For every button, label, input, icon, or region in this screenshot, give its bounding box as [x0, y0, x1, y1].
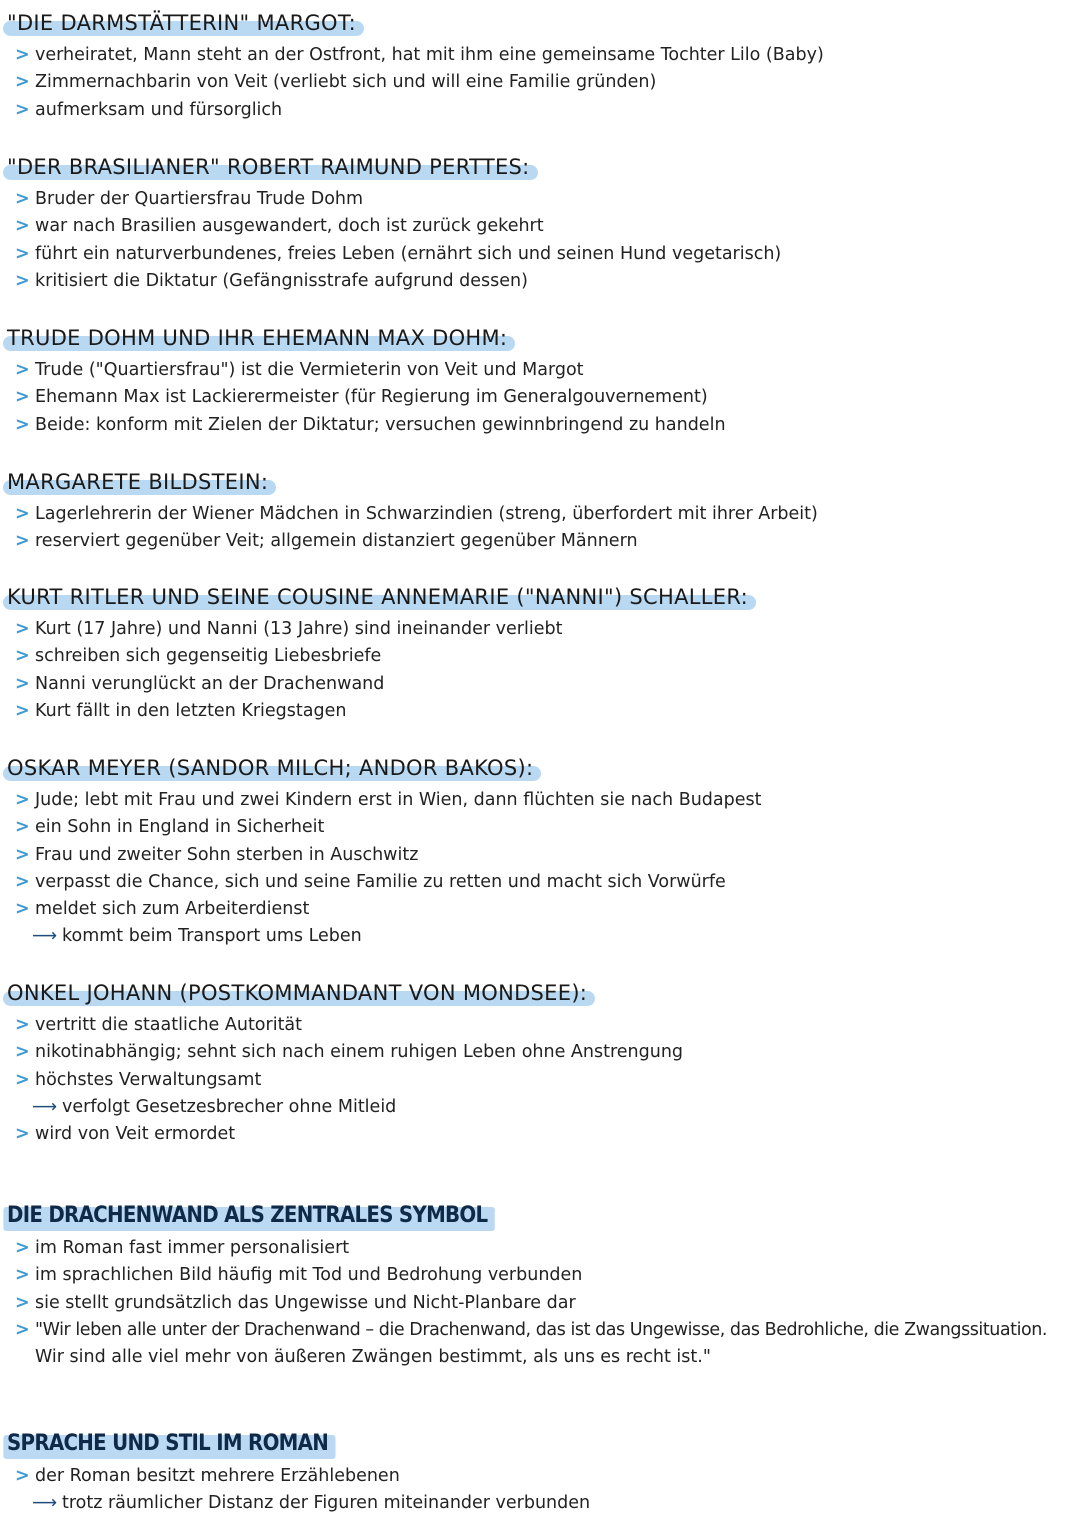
chevron-right-icon: > [15, 387, 30, 408]
section-drachenwand-symbol [0, 1203, 1080, 1371]
section-dohm [0, 325, 1080, 439]
chevron-right-icon: > [15, 646, 30, 667]
list-item: > reserviert gegenüber Veit; allgemein distanziert gegenüber Männern [0, 528, 1080, 555]
chevron-right-icon: > [15, 619, 30, 639]
chevron-right-icon: > [15, 790, 30, 810]
chevron-right-icon: > [15, 45, 30, 65]
section-heading: ONKEL JOHANN (POSTKOMMANDANT VON MONDSEE): [7, 980, 587, 1006]
chevron-right-icon: > [15, 414, 30, 435]
chevron-right-icon: > [15, 899, 30, 920]
arrow-right-icon: ⟶ [32, 1493, 58, 1514]
chevron-right-icon: > [15, 1069, 30, 1090]
list-item: > schreiben sich gegenseitig Liebesbriefe [0, 643, 1080, 670]
list-item: > führt ein naturverbundenes, freies Leben (ernährt sich und seinen Hund vegetarisch) [0, 241, 1080, 268]
bullet-list [0, 787, 1080, 951]
list-item: > Ehemann Max ist Lackierermeister (für Regierung im Generalgouvernement) [0, 384, 1080, 411]
list-item: > ein Sohn in England in Sicherheit [0, 814, 1080, 841]
list-item-consequence: ⟶ kommt beim Transport ums Leben [0, 923, 1080, 950]
list-item-consequence: ⟶ verfolgt Gesetzesbrecher ohne Mitleid [0, 1094, 1080, 1121]
section-heading: "DER BRASILIANER" ROBERT RAIMUND PERTTES: [7, 154, 530, 180]
chevron-right-icon: > [15, 99, 30, 120]
chevron-right-icon: > [15, 817, 30, 838]
section-heading: "DIE DARMSTÄTTERIN" MARGOT: [7, 10, 356, 36]
list-item: > Kurt fällt in den letzten Kriegstagen [0, 698, 1080, 725]
list-item: > im Roman fast immer personalisiert [0, 1235, 1080, 1262]
section-heading: OSKAR MEYER (SANDOR MILCH; ANDOR BAKOS): [7, 755, 533, 781]
section-heading: TRUDE DOHM UND IHR EHEMANN MAX DOHM: [7, 325, 507, 351]
chevron-right-icon: > [15, 1292, 30, 1313]
list-item: > war nach Brasilien ausgewandert, doch ist zurück gekehrt [0, 213, 1080, 240]
chevron-right-icon: > [15, 189, 30, 209]
bullet-list [0, 1012, 1080, 1148]
chevron-right-icon: > [15, 673, 30, 694]
list-item: > meldet sich zum Arbeiterdienst [0, 896, 1080, 923]
chevron-right-icon: > [15, 1124, 30, 1145]
chevron-right-icon: > [15, 1265, 30, 1286]
list-item: > vertritt die staatliche Autorität [0, 1012, 1080, 1039]
chevron-right-icon: > [15, 270, 30, 291]
chevron-right-icon: > [15, 243, 30, 264]
bullet-list [0, 616, 1080, 725]
list-item: > nikotinabhängig; sehnt sich nach einem ruhigen Leben ohne Anstrengung [0, 1039, 1080, 1066]
list-item-quote: > "Wir leben alle unter der Drachenwand – die Drachenwand, das ist das Ungewisse, das Bedrohliche, die Zwangssituation. [0, 1317, 1080, 1344]
list-item: > Nanni verunglückt an der Drachenwand [0, 671, 1080, 698]
chevron-right-icon: > [15, 871, 30, 892]
list-item: > Beide: konform mit Zielen der Diktatur; versuchen gewinnbringend zu handeln [0, 412, 1080, 439]
list-item: > höchstes Verwaltungsamt [0, 1067, 1080, 1094]
section-bildstein [0, 469, 1080, 556]
list-item: > verheiratet, Mann steht an der Ostfront, hat mit ihm eine gemeinsame Tochter Lilo (Baby) [0, 42, 1080, 69]
chevron-right-icon: > [15, 1042, 30, 1063]
section-oskar-meyer [0, 755, 1080, 951]
section-brasilianer [0, 154, 1080, 295]
list-item: > Bruder der Quartiersfrau Trude Dohm [0, 186, 1080, 213]
bullet-list [0, 357, 1080, 439]
chevron-right-icon: > [15, 700, 30, 721]
chevron-right-icon: > [15, 531, 30, 552]
list-item: > wird von Veit ermordet [0, 1121, 1080, 1148]
chevron-right-icon: > [15, 360, 30, 380]
arrow-right-icon: ⟶ [32, 926, 58, 947]
list-item: > Trude ("Quartiersfrau") ist die Vermieterin von Veit und Margot [0, 357, 1080, 384]
arrow-right-icon: ⟶ [32, 1096, 58, 1117]
chevron-right-icon: > [15, 1238, 30, 1258]
section-heading: DIE DRACHENWAND ALS ZENTRALES SYMBOL [7, 1203, 487, 1229]
list-item-quote-continuation: Wir sind alle viel mehr von äußeren Zwängen bestimmt, als uns es recht ist." [35, 1347, 711, 1368]
section-kurt-nanni [0, 584, 1080, 725]
list-item: > sie stellt grundsätzlich das Ungewisse und Nicht-Planbare dar [0, 1290, 1080, 1317]
list-item: > der Roman besitzt mehrere Erzählebenen [0, 1463, 1080, 1490]
bullet-list [0, 1463, 1080, 1518]
list-item: > Lagerlehrerin der Wiener Mädchen in Schwarzindien (streng, überfordert mit ihrer Arbeit) [0, 501, 1080, 528]
list-item: > kritisiert die Diktatur (Gefängnisstrafe aufgrund dessen) [0, 268, 1080, 295]
list-item: > im sprachlichen Bild häufig mit Tod und Bedrohung verbunden [0, 1262, 1080, 1289]
chevron-right-icon: > [15, 216, 30, 237]
chevron-right-icon: > [15, 1466, 30, 1486]
section-onkel-johann [0, 980, 1080, 1148]
chevron-right-icon: > [15, 504, 30, 524]
chevron-right-icon: > [15, 844, 30, 865]
bullet-list [0, 501, 1080, 556]
bullet-list [0, 1235, 1080, 1371]
chevron-right-icon: > [15, 72, 30, 93]
section-sprache-stil [0, 1431, 1080, 1518]
bullet-list [0, 186, 1080, 295]
section-margot [0, 10, 1080, 124]
section-heading: SPRACHE UND STIL IM ROMAN [7, 1431, 328, 1457]
list-item: > Kurt (17 Jahre) und Nanni (13 Jahre) sind ineinander verliebt [0, 616, 1080, 643]
section-heading: MARGARETE BILDSTEIN: [7, 469, 268, 495]
chevron-right-icon: > [15, 1015, 30, 1035]
list-item: > verpasst die Chance, sich und seine Familie zu retten und macht sich Vorwürfe [0, 869, 1080, 896]
list-item: > Zimmernachbarin von Veit (verliebt sich und will eine Familie gründen) [0, 69, 1080, 96]
section-heading: KURT RITLER UND SEINE COUSINE ANNEMARIE ("NANNI") SCHALLER: [7, 584, 748, 610]
list-item: > Jude; lebt mit Frau und zwei Kindern erst in Wien, dann flüchten sie nach Budapest [0, 787, 1080, 814]
list-item: > aufmerksam und fürsorglich [0, 97, 1080, 124]
list-item: > Frau und zweiter Sohn sterben in Auschwitz [0, 842, 1080, 869]
bullet-list [0, 42, 1080, 124]
list-item-consequence: ⟶ trotz räumlicher Distanz der Figuren miteinander verbunden [0, 1490, 1080, 1517]
chevron-right-icon: > [15, 1319, 30, 1340]
